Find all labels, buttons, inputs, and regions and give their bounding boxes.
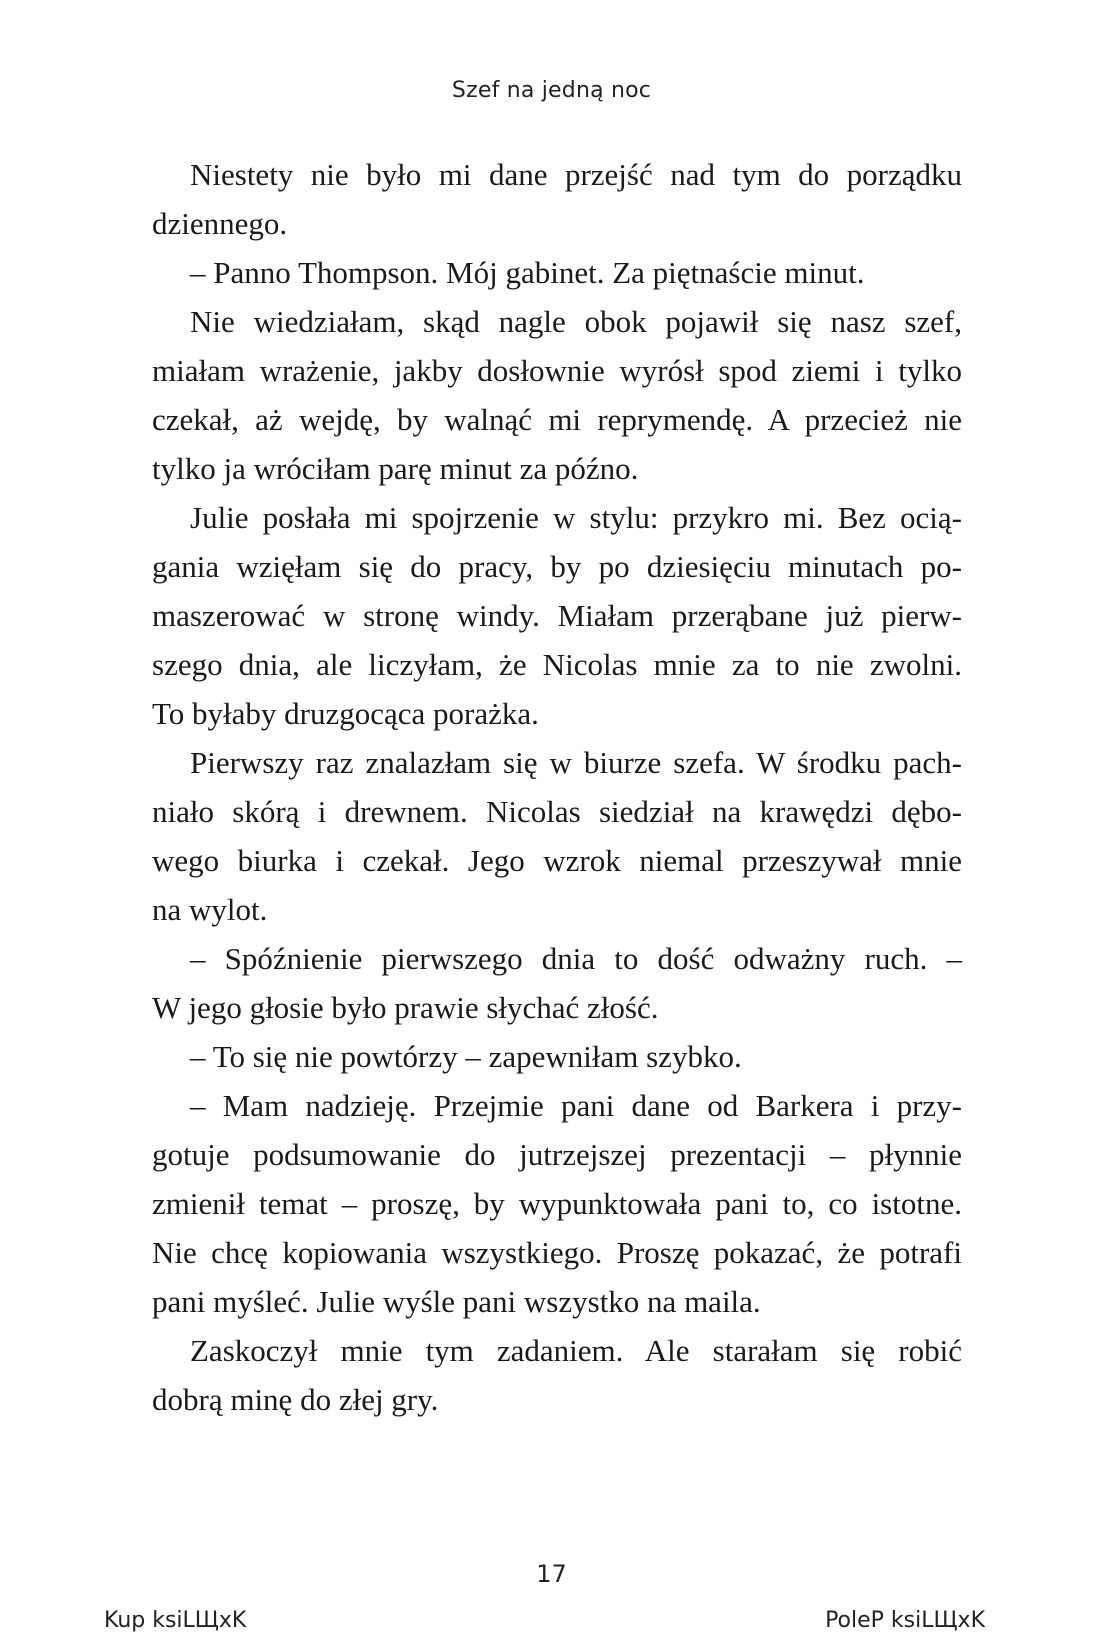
paragraph [152, 738, 962, 934]
text-line: W jego głosie było prawie słychać złość. [152, 990, 659, 1025]
text-line: Zaskoczył mnie tym zadaniem. Ale starałam się robić [190, 1333, 962, 1368]
paragraph [152, 150, 962, 248]
buy-book-link[interactable]: Kup ksiLЩxK [104, 1608, 247, 1633]
paragraph [152, 1326, 962, 1424]
text-line: miałam wrażenie, jakby dosłownie wyrósł spod ziemi i tylko [152, 353, 962, 388]
text-line: To byłaby druzgocąca porażka. [152, 696, 539, 731]
text-line: pani myśleć. Julie wyśle pani wszystko na maila. [152, 1284, 761, 1319]
text-line: czekał, aż wejdę, by walnąć mi reprymendę. A przecież nie [152, 402, 962, 437]
text-line: maszerować w stronę windy. Miałam przerąbane już pierw- [152, 598, 962, 633]
text-line: wego biurka i czekał. Jego wzrok niemal przeszywał mnie [152, 843, 962, 878]
text-line: zmienił temat – proszę, by wypunktowała pani to, co istotne. [152, 1186, 962, 1221]
text-line: niało skórą i drewnem. Nicolas siedział na krawędzi dębo- [152, 794, 962, 829]
paragraph [152, 1081, 962, 1326]
text-line: Nie wiedziałam, skąd nagle obok pojawił się nasz szef, [190, 304, 962, 339]
recommend-book-link[interactable]: PoleP ksiLЩxK [825, 1608, 985, 1633]
text-line: dziennego. [152, 206, 288, 241]
text-line: – Spóźnienie pierwszego dnia to dość odważny ruch. – [190, 941, 962, 976]
paragraph [152, 493, 962, 738]
text-line: dobrą minę do złej gry. [152, 1382, 439, 1417]
page-number: 17 [536, 1560, 567, 1588]
text-line: – Mam nadzieję. Przejmie pani dane od Barkera i przy- [190, 1088, 962, 1123]
text-line: gotuje podsumowanie do jutrzejszej prezentacji – płynnie [152, 1137, 962, 1172]
paragraph [152, 934, 962, 1032]
text-line: Julie posłała mi spojrzenie w stylu: przykro mi. Bez ocią- [190, 500, 962, 535]
text-line: tylko ja wróciłam parę minut za późno. [152, 451, 639, 486]
text-line: Niestety nie było mi dane przejść nad tym do porządku [190, 157, 962, 192]
text-line: – To się nie powtórzy – zapewniłam szybko. [190, 1039, 742, 1074]
text-line: Nie chcę kopiowania wszystkiego. Proszę pokazać, że potrafi [152, 1235, 962, 1270]
paragraph [152, 1032, 962, 1081]
text-line: gania wzięłam się do pracy, by po dziesięciu minutach po- [152, 549, 962, 584]
text-line: Pierwszy raz znalazłam się w biurze szefa. W środku pach- [190, 745, 962, 780]
paragraph [152, 248, 962, 297]
paragraph [152, 297, 962, 493]
text-line: szego dnia, ale liczyłam, że Nicolas mnie za to nie zwolni. [152, 647, 962, 682]
text-line: – Panno Thompson. Mój gabinet. Za piętnaście minut. [190, 255, 865, 290]
text-line: na wylot. [152, 892, 268, 927]
running-header-title: Szef na jedną noc [451, 78, 652, 103]
page-body-text [152, 150, 962, 1424]
